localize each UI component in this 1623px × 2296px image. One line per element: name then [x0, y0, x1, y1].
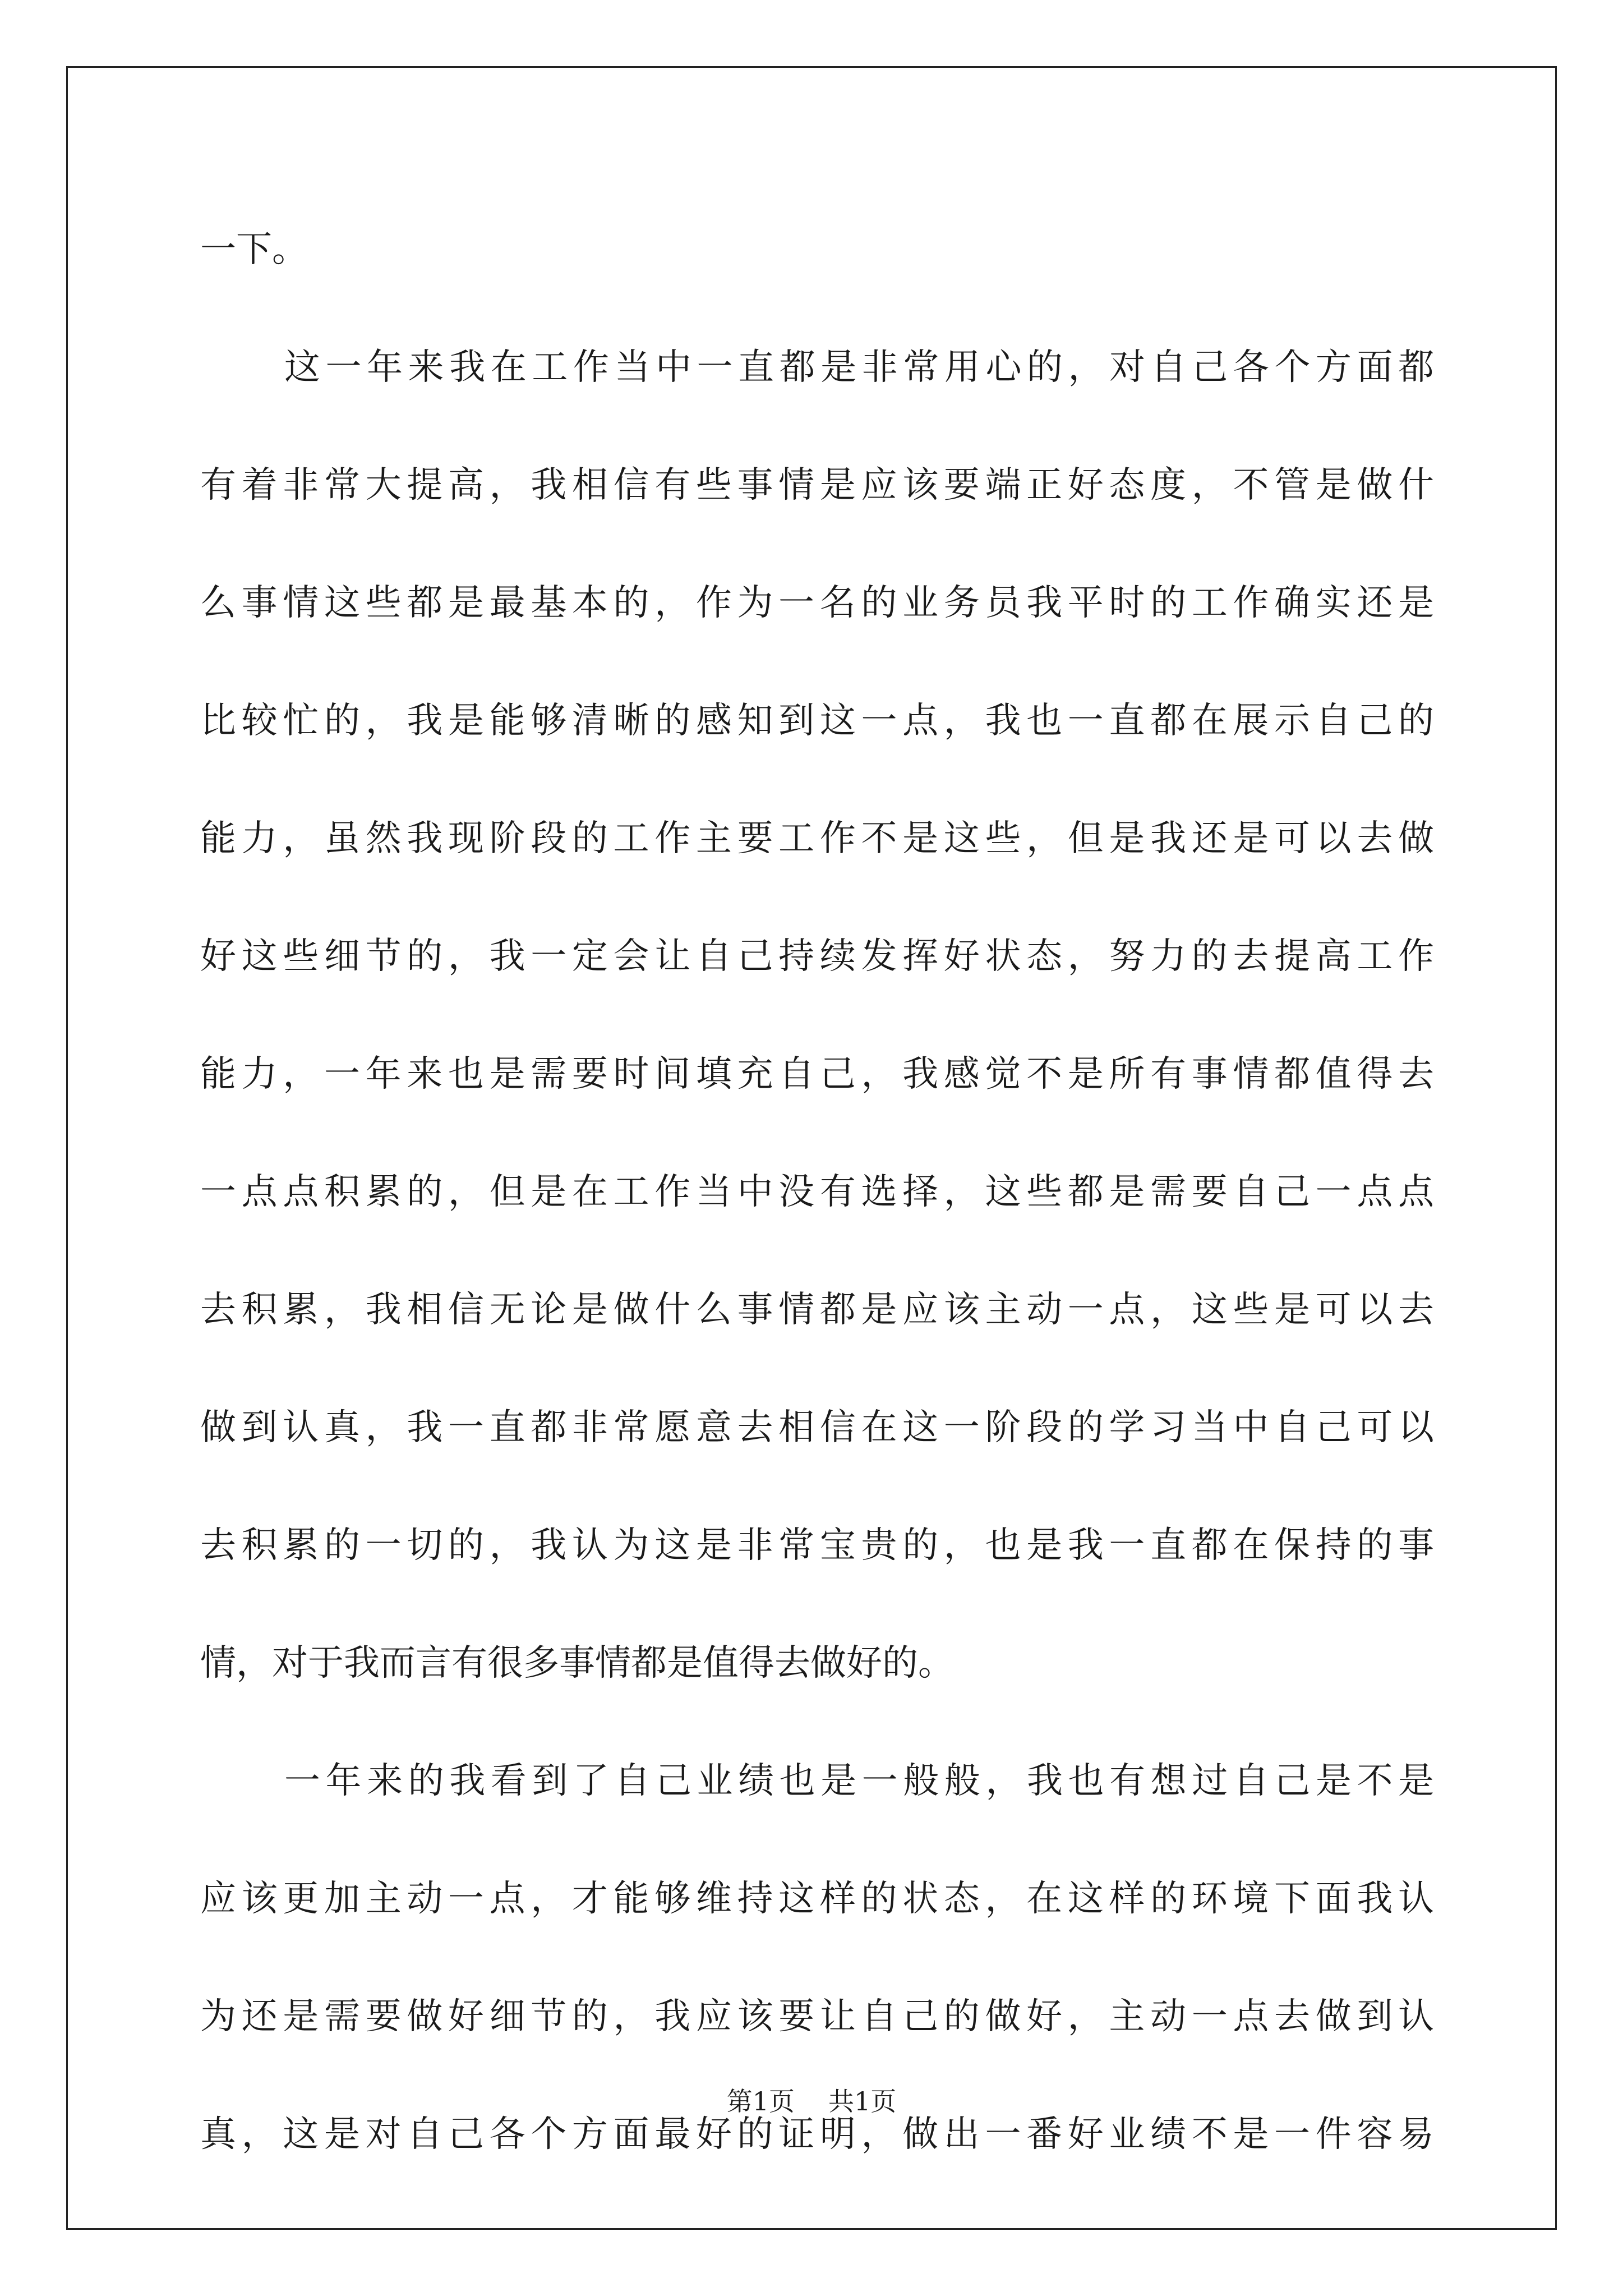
paragraph-first-line: 一年来的我看到了自己业绩也是一般般，我也有想过自己是不是 [284, 1760, 1434, 1802]
text-line: 去积累，我相信无论是做什么事情都是应该主动一点，这些是可以去 [200, 1289, 1434, 1331]
text-line: 为还是需要做好细节的，我应该要让自己的做好，主动一点去做到认 [200, 1996, 1434, 2037]
text-line: 么事情这些都是最基本的，作为一名的业务员我平时的工作确实还是 [200, 582, 1434, 624]
text-line: 应该更加主动一点，才能够维持这样的状态，在这样的环境下面我认 [200, 1878, 1434, 1920]
text-line: 真，这是对自己各个方面最好的证明，做出一番好业绩不是一件容易 [200, 2114, 1434, 2155]
text-line: 好这些细节的，我一定会让自己持续发挥好状态，努力的去提高工作 [200, 936, 1434, 977]
text-line: 做到认真，我一直都非常愿意去相信在这一阶段的学习当中自己可以 [200, 1407, 1434, 1448]
text-line: 有着非常大提高，我相信有些事情是应该要端正好态度，不管是做什 [200, 464, 1434, 506]
text-line: 一点点积累的，但是在工作当中没有选择，这些都是需要自己一点点 [200, 1171, 1434, 1213]
document-body [200, 191, 1434, 2193]
page-number: 第1页 [726, 2086, 795, 2116]
text-line: 能力，虽然我现阶段的工作主要工作不是这些，但是我还是可以去做 [200, 818, 1434, 859]
paragraph-first-line: 这一年来我在工作当中一直都是非常用心的，对自己各个方面都 [284, 347, 1434, 388]
text-line: 去积累的一切的，我认为这是非常宝贵的，也是我一直都在保持的事 [200, 1525, 1434, 1566]
paragraph-last-line: 情，对于我而言有很多事情都是值得去做好的。 [200, 1642, 954, 1684]
text-line: 比较忙的，我是能够清晰的感知到这一点，我也一直都在展示自己的 [200, 700, 1434, 742]
text-line: 一下。 [200, 229, 308, 270]
page-total: 共1页 [828, 2086, 897, 2116]
text-line: 能力，一年来也是需要时间填充自己，我感觉不是所有事情都值得去 [200, 1053, 1434, 1095]
page-footer [0, 2085, 1623, 2118]
